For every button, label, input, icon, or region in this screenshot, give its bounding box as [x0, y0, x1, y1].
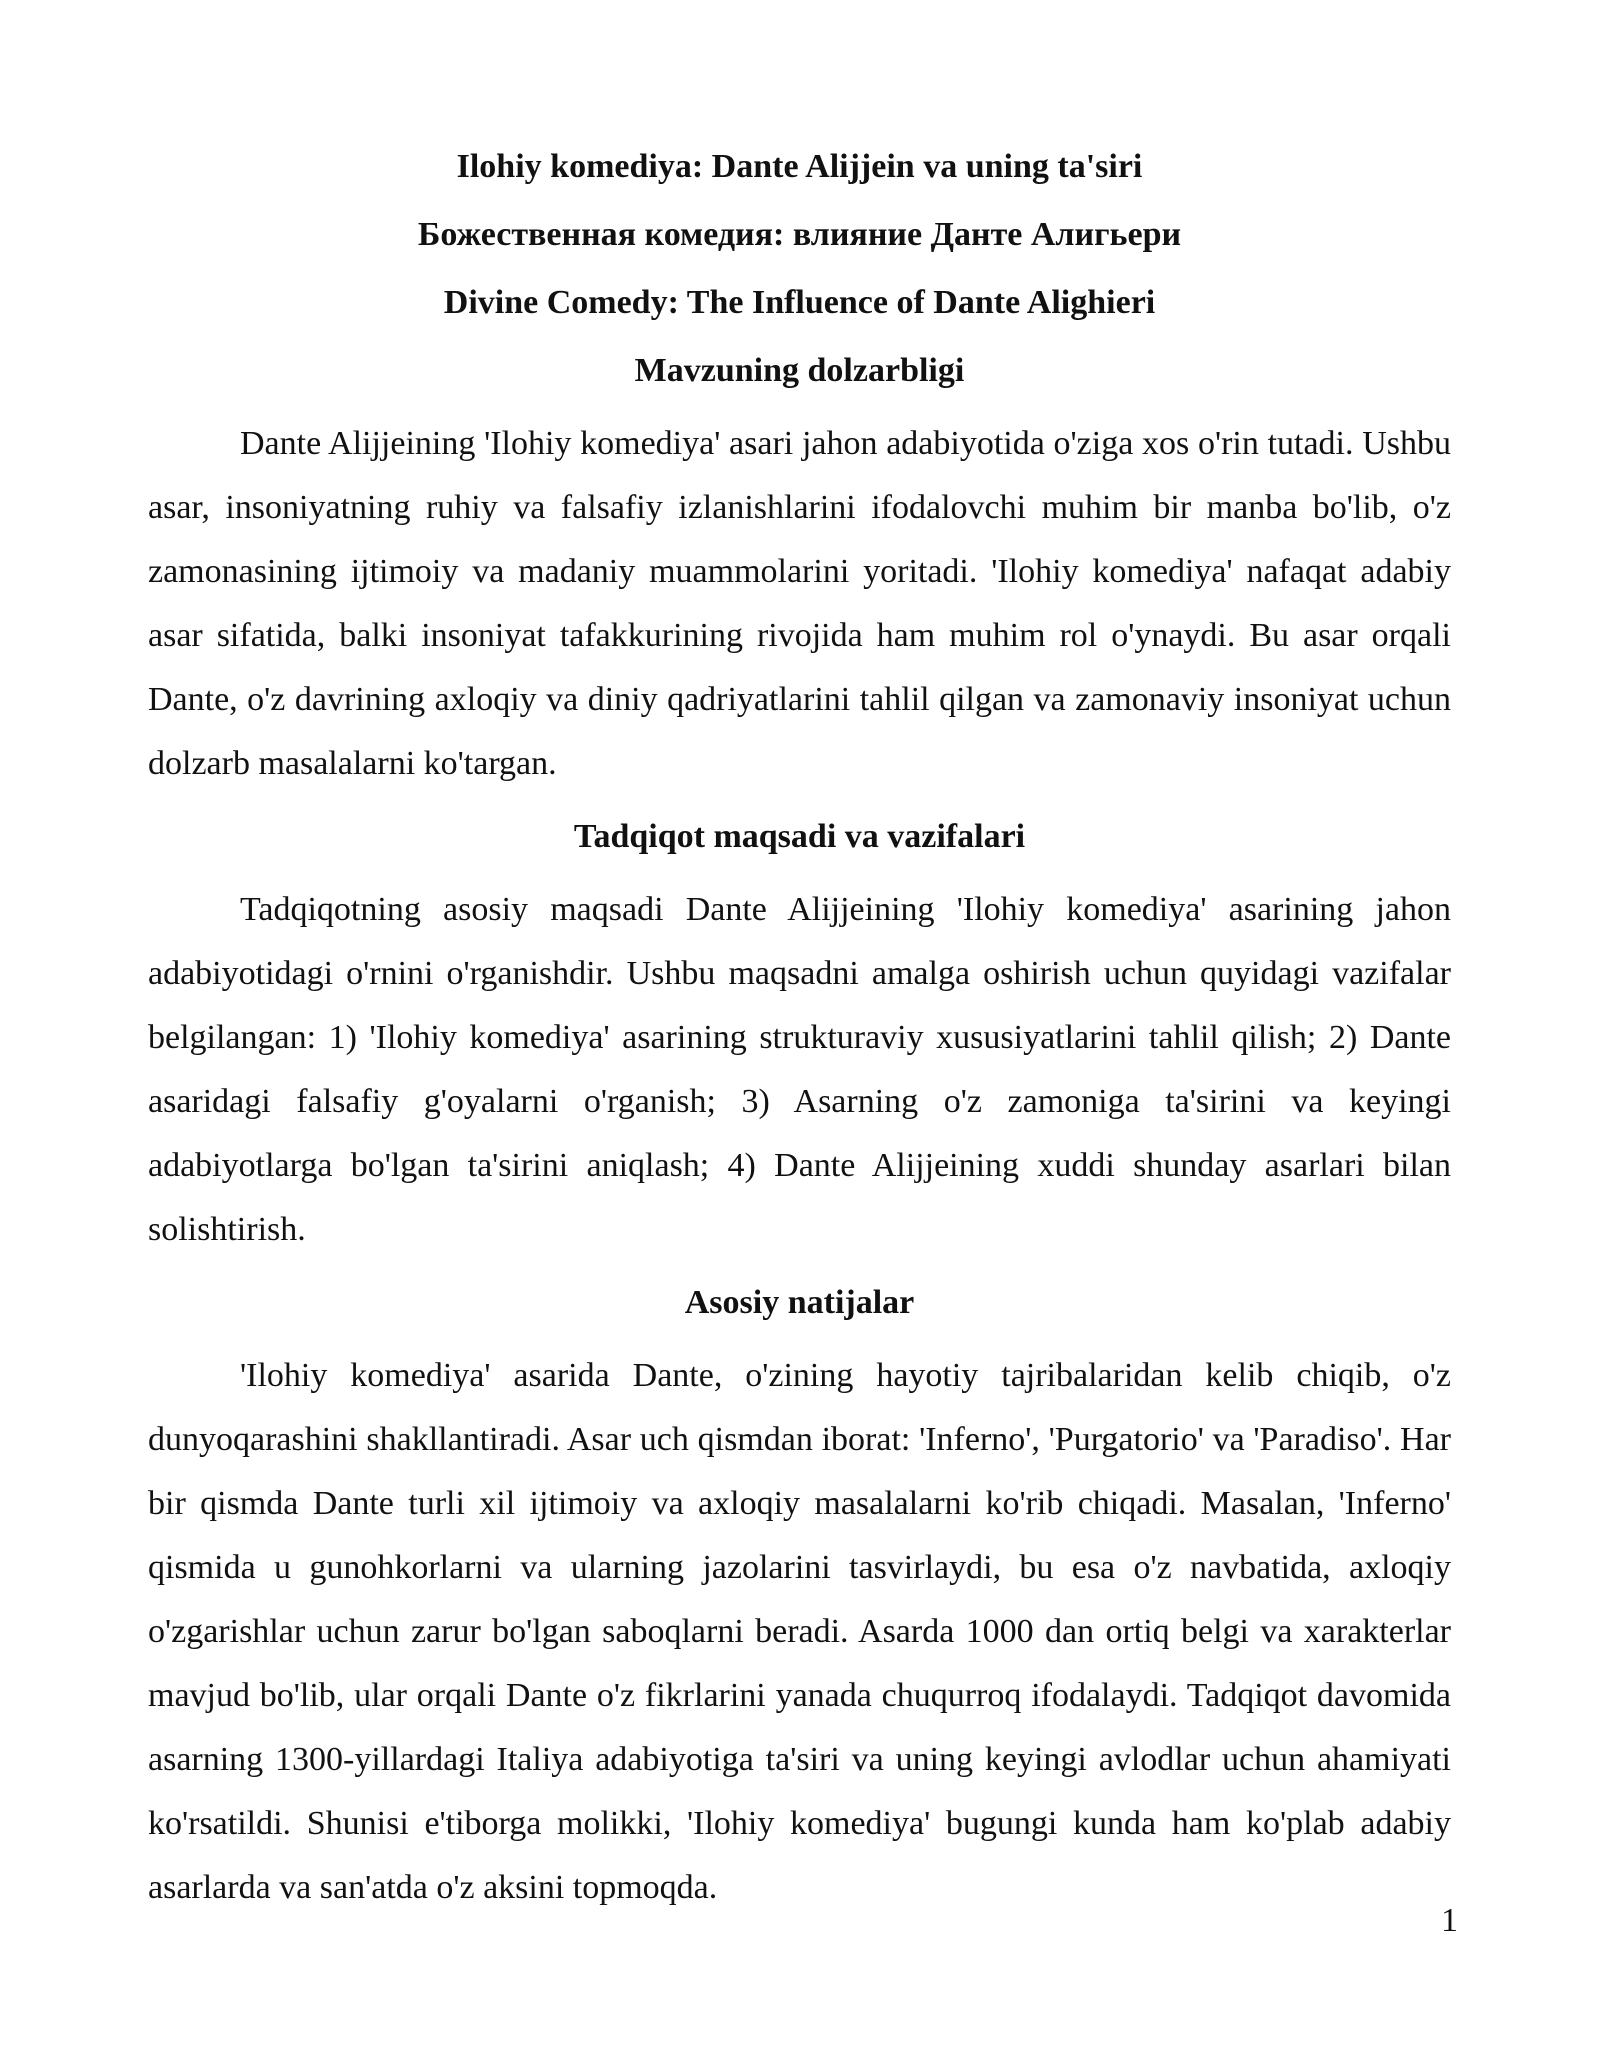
title-uzbek: Ilohiy komediya: Dante Alijjein va uning ta'siri [456, 148, 1143, 185]
section-body-goals: Tadqiqotning asosiy maqsadi Dante Alijjeining 'Ilohiy komediya' asarining jahon adabiyotidagi o'rnini o'rganishdir. Ushbu maqsadni amalga oshirish uchun quyidagi vazifalar belgilangan: 1) 'Ilohiy komediya' asarining strukturaviy xususiyatlarini tahlil qilish; 2) Dante asaridagi falsafiy g'oyalarni o'rganish; 3) Asarning o'z zamoniga ta'sirini va keyingi adabiyotlarga bo'lgan ta'sirini aniqlash; 4) Dante Alijjeining xuddi shunday asarlari bilan solishtirish. [148, 891, 1451, 1248]
section-heading-results: Asosiy natijalar [684, 1284, 915, 1321]
section-heading-goals: Tadqiqot maqsadi va vazifalari [573, 818, 1026, 855]
section-heading-relevance: Mavzuning dolzarbligi [634, 352, 965, 389]
section-body-relevance: Dante Alijjeining 'Ilohiy komediya' asari jahon adabiyotida o'ziga xos o'rin tutadi. Ushbu asar, insoniyatning ruhiy va falsafiy izlanishlarini ifodalovchi muhim bir manba bo'lib, o'z zamonasining ijtimoiy va madaniy muammolarini yoritadi. 'Ilohiy komediya' nafaqat adabiy asar sifatida, balki insoniyat tafakkurining rivojida ham muhim rol o'ynaydi. Bu asar orqali Dante, o'z davrining axloqiy va diniy qadriyatlarini tahlil qilgan va zamonaviy insoniyat uchun dolzarb masalalarni ko'targan. [148, 425, 1451, 782]
page-number: 1 [1441, 1902, 1458, 1939]
page-content [148, 144, 1451, 1938]
section-body-results: 'Ilohiy komediya' asarida Dante, o'zining hayotiy tajribalaridan kelib chiqib, o'z dunyoqarashini shakllantiradi. Asar uch qismdan iborat: 'Inferno', 'Purgatorio' va 'Paradiso'. Har bir qismda Dante turli xil ijtimoiy va axloqiy masalalarni ko'rib chiqadi. Masalan, 'Inferno' qismida u gunohkorlarni va ularning jazolarini tasvirlaydi, bu esa o'z navbatida, axloqiy o'zgarishlar uchun zarur bo'lgan saboqlarni beradi. Asarda 1000 dan ortiq belgi va xarakterlar mavjud bo'lib, ular orqali Dante o'z fikrlarini yanada chuqurroq ifodalaydi. Tadqiqot davomida asarning 1300-yillardagi Italiya adabiyotiga ta'siri va uning keyingi avlodlar uchun ahamiyati ko'rsatildi. Shunisi e'tiborga molikki, 'Ilohiy komediya' bugungi kunda ham ko'plab adabiy asarlarda va san'atda o'z aksini topmoqda. [148, 1357, 1451, 1906]
title-english: Divine Comedy: The Influence of Dante Alighieri [443, 284, 1156, 321]
title-block [148, 144, 1451, 326]
title-russian: Божественная комедия: влияние Данте Алигьери [417, 216, 1182, 253]
